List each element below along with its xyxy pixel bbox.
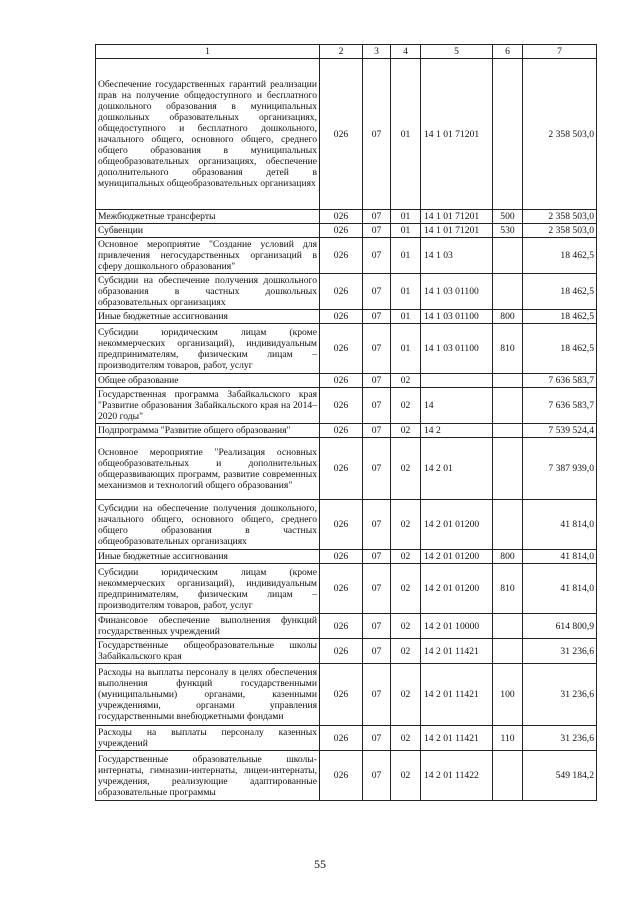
table-row	[96, 438, 597, 500]
row-sum: 41 814,0	[523, 500, 597, 550]
row-target-article: 14 2 01 01200	[421, 550, 493, 564]
row-ministry: 026	[320, 500, 363, 550]
row-name: Государственные общеобразовательные школы Забайкальского края	[96, 639, 320, 664]
row-name: Иные бюджетные ассигнования	[96, 310, 320, 324]
row-sum: 2 358 503,0	[523, 59, 597, 210]
column-header-6: 6	[493, 45, 523, 59]
row-target-article: 14 2 01 11421	[421, 726, 493, 751]
column-header-4: 4	[391, 45, 421, 59]
row-name: Субсидии на обеспечение получения дошкольного, начального общего, основного общего, среднего общего образования в частных общеобразовательных организациях	[96, 500, 320, 550]
row-expense-type: 810	[493, 324, 523, 374]
row-subsection: 02	[391, 726, 421, 751]
row-section: 07	[363, 210, 391, 224]
row-name: Субсидии на обеспечение получения дошкольного образования в частных дошкольных образовательных организациях	[96, 274, 320, 310]
table-row	[96, 639, 597, 664]
table-row	[96, 210, 597, 224]
row-section: 07	[363, 726, 391, 751]
row-subsection: 02	[391, 614, 421, 639]
row-ministry: 026	[320, 664, 363, 726]
row-subsection: 02	[391, 639, 421, 664]
row-target-article: 14 1 03 01100	[421, 324, 493, 374]
row-ministry: 026	[320, 564, 363, 614]
row-ministry: 026	[320, 274, 363, 310]
row-target-article: 14 1 03	[421, 238, 493, 274]
row-section: 07	[363, 224, 391, 238]
row-subsection: 01	[391, 210, 421, 224]
row-name: Иные бюджетные ассигнования	[96, 550, 320, 564]
row-section: 07	[363, 614, 391, 639]
row-expense-type	[493, 639, 523, 664]
row-target-article: 14 1 01 71201	[421, 59, 493, 210]
table-row	[96, 564, 597, 614]
column-header-2: 2	[320, 45, 363, 59]
row-section: 07	[363, 500, 391, 550]
row-sum: 7 387 939,0	[523, 438, 597, 500]
row-name: Субсидии юридическим лицам (кроме некоммерческих организаций), индивидуальным предпринимателям, физическим лицам – производителям товаров, работ, услуг	[96, 324, 320, 374]
row-subsection: 02	[391, 424, 421, 438]
row-ministry: 026	[320, 310, 363, 324]
row-target-article: 14 2 01 11421	[421, 639, 493, 664]
row-subsection: 02	[391, 751, 421, 801]
row-ministry: 026	[320, 438, 363, 500]
row-ministry: 026	[320, 550, 363, 564]
row-section: 07	[363, 664, 391, 726]
row-ministry: 026	[320, 639, 363, 664]
row-target-article: 14 2 01 11421	[421, 664, 493, 726]
row-sum: 31 236,6	[523, 639, 597, 664]
row-subsection: 02	[391, 664, 421, 726]
column-header-5: 5	[421, 45, 493, 59]
row-sum: 18 462,5	[523, 238, 597, 274]
row-subsection: 01	[391, 274, 421, 310]
row-target-article: 14 2 01 01200	[421, 564, 493, 614]
row-section: 07	[363, 550, 391, 564]
row-target-article: 14 2	[421, 424, 493, 438]
row-expense-type	[493, 438, 523, 500]
row-section: 07	[363, 324, 391, 374]
row-sum: 18 462,5	[523, 274, 597, 310]
row-name: Подпрограмма "Развитие общего образования"	[96, 424, 320, 438]
table-row	[96, 550, 597, 564]
table-body	[96, 59, 597, 801]
row-subsection: 02	[391, 388, 421, 424]
row-section: 07	[363, 424, 391, 438]
row-name: Субвенции	[96, 224, 320, 238]
row-name: Межбюджетные трансферты	[96, 210, 320, 224]
row-expense-type	[493, 424, 523, 438]
row-ministry: 026	[320, 210, 363, 224]
row-name: Расходы на выплаты персоналу в целях обеспечения выполнения функций государственными (муниципальными) органами, казенными учреждениями, органами управления государственными внебюджетными фондами	[96, 664, 320, 726]
table-row	[96, 374, 597, 388]
row-name: Финансовое обеспечение выполнения функций государственных учреждений	[96, 614, 320, 639]
row-name: Государственные образовательные школы-интернаты, гимназии-интернаты, лицеи-интернаты, учреждения, реализующие адаптированные образовательные программы	[96, 751, 320, 801]
table-row	[96, 310, 597, 324]
row-expense-type: 810	[493, 564, 523, 614]
row-sum: 31 236,6	[523, 664, 597, 726]
row-name: Государственная программа Забайкальского края "Развитие образования Забайкальского края на 2014–2020 годы"	[96, 388, 320, 424]
table-row	[96, 224, 597, 238]
row-name: Обеспечение государственных гарантий реализации прав на получение общедоступного и бесплатного дошкольного образования в муниципальных дошкольных образовательных организациях, общедоступного и бесплатного дошкольного, начального общего, основного общего, среднего общего образования в муниципальных общеобразовательных организациях, обеспечение дополнительного образования детей в муниципальных общеобразовательных организациях	[96, 59, 320, 210]
row-section: 07	[363, 374, 391, 388]
table-row	[96, 726, 597, 751]
row-sum: 31 236,6	[523, 726, 597, 751]
row-target-article: 14 2 01	[421, 438, 493, 500]
row-ministry: 026	[320, 59, 363, 210]
row-expense-type	[493, 500, 523, 550]
row-subsection: 01	[391, 324, 421, 374]
table-row	[96, 59, 597, 210]
row-sum: 18 462,5	[523, 324, 597, 374]
row-expense-type	[493, 374, 523, 388]
row-subsection: 02	[391, 438, 421, 500]
table-row	[96, 751, 597, 801]
table-row	[96, 238, 597, 274]
row-target-article: 14 1 03 01100	[421, 274, 493, 310]
row-section: 07	[363, 274, 391, 310]
row-ministry: 026	[320, 388, 363, 424]
row-expense-type: 800	[493, 310, 523, 324]
row-expense-type: 100	[493, 664, 523, 726]
table-row	[96, 274, 597, 310]
row-name: Основное мероприятие "Реализация основных общеобразовательных и дополнительных общеразвивающих программ, развитие современных механизмов и технологий общего образования"	[96, 438, 320, 500]
table-row	[96, 500, 597, 550]
row-ministry: 026	[320, 324, 363, 374]
row-target-article: 14	[421, 388, 493, 424]
row-name: Субсидии юридическим лицам (кроме некоммерческих организаций), индивидуальным предпринимателям, физическим лицам – производителям товаров, работ, услуг	[96, 564, 320, 614]
row-section: 07	[363, 639, 391, 664]
row-ministry: 026	[320, 614, 363, 639]
row-section: 07	[363, 564, 391, 614]
row-section: 07	[363, 438, 391, 500]
row-ministry: 026	[320, 374, 363, 388]
row-target-article	[421, 374, 493, 388]
row-ministry: 026	[320, 726, 363, 751]
row-target-article: 14 1 01 71201	[421, 210, 493, 224]
row-target-article: 14 1 01 71201	[421, 224, 493, 238]
row-subsection: 02	[391, 564, 421, 614]
table-row	[96, 424, 597, 438]
row-expense-type	[493, 751, 523, 801]
column-header-1: 1	[96, 45, 320, 59]
row-expense-type	[493, 274, 523, 310]
row-sum: 18 462,5	[523, 310, 597, 324]
row-target-article: 14 2 01 10000	[421, 614, 493, 639]
row-section: 07	[363, 388, 391, 424]
row-sum: 7 636 583,7	[523, 374, 597, 388]
row-expense-type: 800	[493, 550, 523, 564]
row-sum: 7 539 524,4	[523, 424, 597, 438]
row-sum: 41 814,0	[523, 564, 597, 614]
row-expense-type	[493, 388, 523, 424]
row-ministry: 026	[320, 424, 363, 438]
row-ministry: 026	[320, 238, 363, 274]
budget-table	[95, 44, 597, 801]
row-ministry: 026	[320, 224, 363, 238]
row-expense-type	[493, 614, 523, 639]
page-number: 55	[314, 857, 326, 871]
row-name: Основное мероприятие "Создание условий для привлечения негосударственных организаций в сферу дошкольного образования"	[96, 238, 320, 274]
row-subsection: 02	[391, 500, 421, 550]
row-expense-type	[493, 238, 523, 274]
row-name: Общее образование	[96, 374, 320, 388]
row-sum: 41 814,0	[523, 550, 597, 564]
row-expense-type: 110	[493, 726, 523, 751]
table-header-row	[96, 45, 597, 59]
row-sum: 2 358 503,0	[523, 224, 597, 238]
row-name: Расходы на выплаты персоналу казенных учреждений	[96, 726, 320, 751]
row-sum: 549 184,2	[523, 751, 597, 801]
row-subsection: 02	[391, 374, 421, 388]
row-sum: 2 358 503,0	[523, 210, 597, 224]
column-header-3: 3	[363, 45, 391, 59]
row-subsection: 01	[391, 224, 421, 238]
row-subsection: 01	[391, 59, 421, 210]
row-section: 07	[363, 310, 391, 324]
row-expense-type: 500	[493, 210, 523, 224]
row-subsection: 02	[391, 550, 421, 564]
row-section: 07	[363, 238, 391, 274]
column-header-7: 7	[523, 45, 597, 59]
row-sum: 614 800,9	[523, 614, 597, 639]
row-ministry: 026	[320, 751, 363, 801]
row-section: 07	[363, 59, 391, 210]
row-target-article: 14 2 01 11422	[421, 751, 493, 801]
row-expense-type	[493, 59, 523, 210]
table-row	[96, 324, 597, 374]
row-target-article: 14 1 03 01100	[421, 310, 493, 324]
table-row	[96, 388, 597, 424]
table-row	[96, 664, 597, 726]
row-subsection: 01	[391, 238, 421, 274]
row-target-article: 14 2 01 01200	[421, 500, 493, 550]
row-sum: 7 636 583,7	[523, 388, 597, 424]
row-section: 07	[363, 751, 391, 801]
table-row	[96, 614, 597, 639]
row-expense-type: 530	[493, 224, 523, 238]
row-subsection: 01	[391, 310, 421, 324]
